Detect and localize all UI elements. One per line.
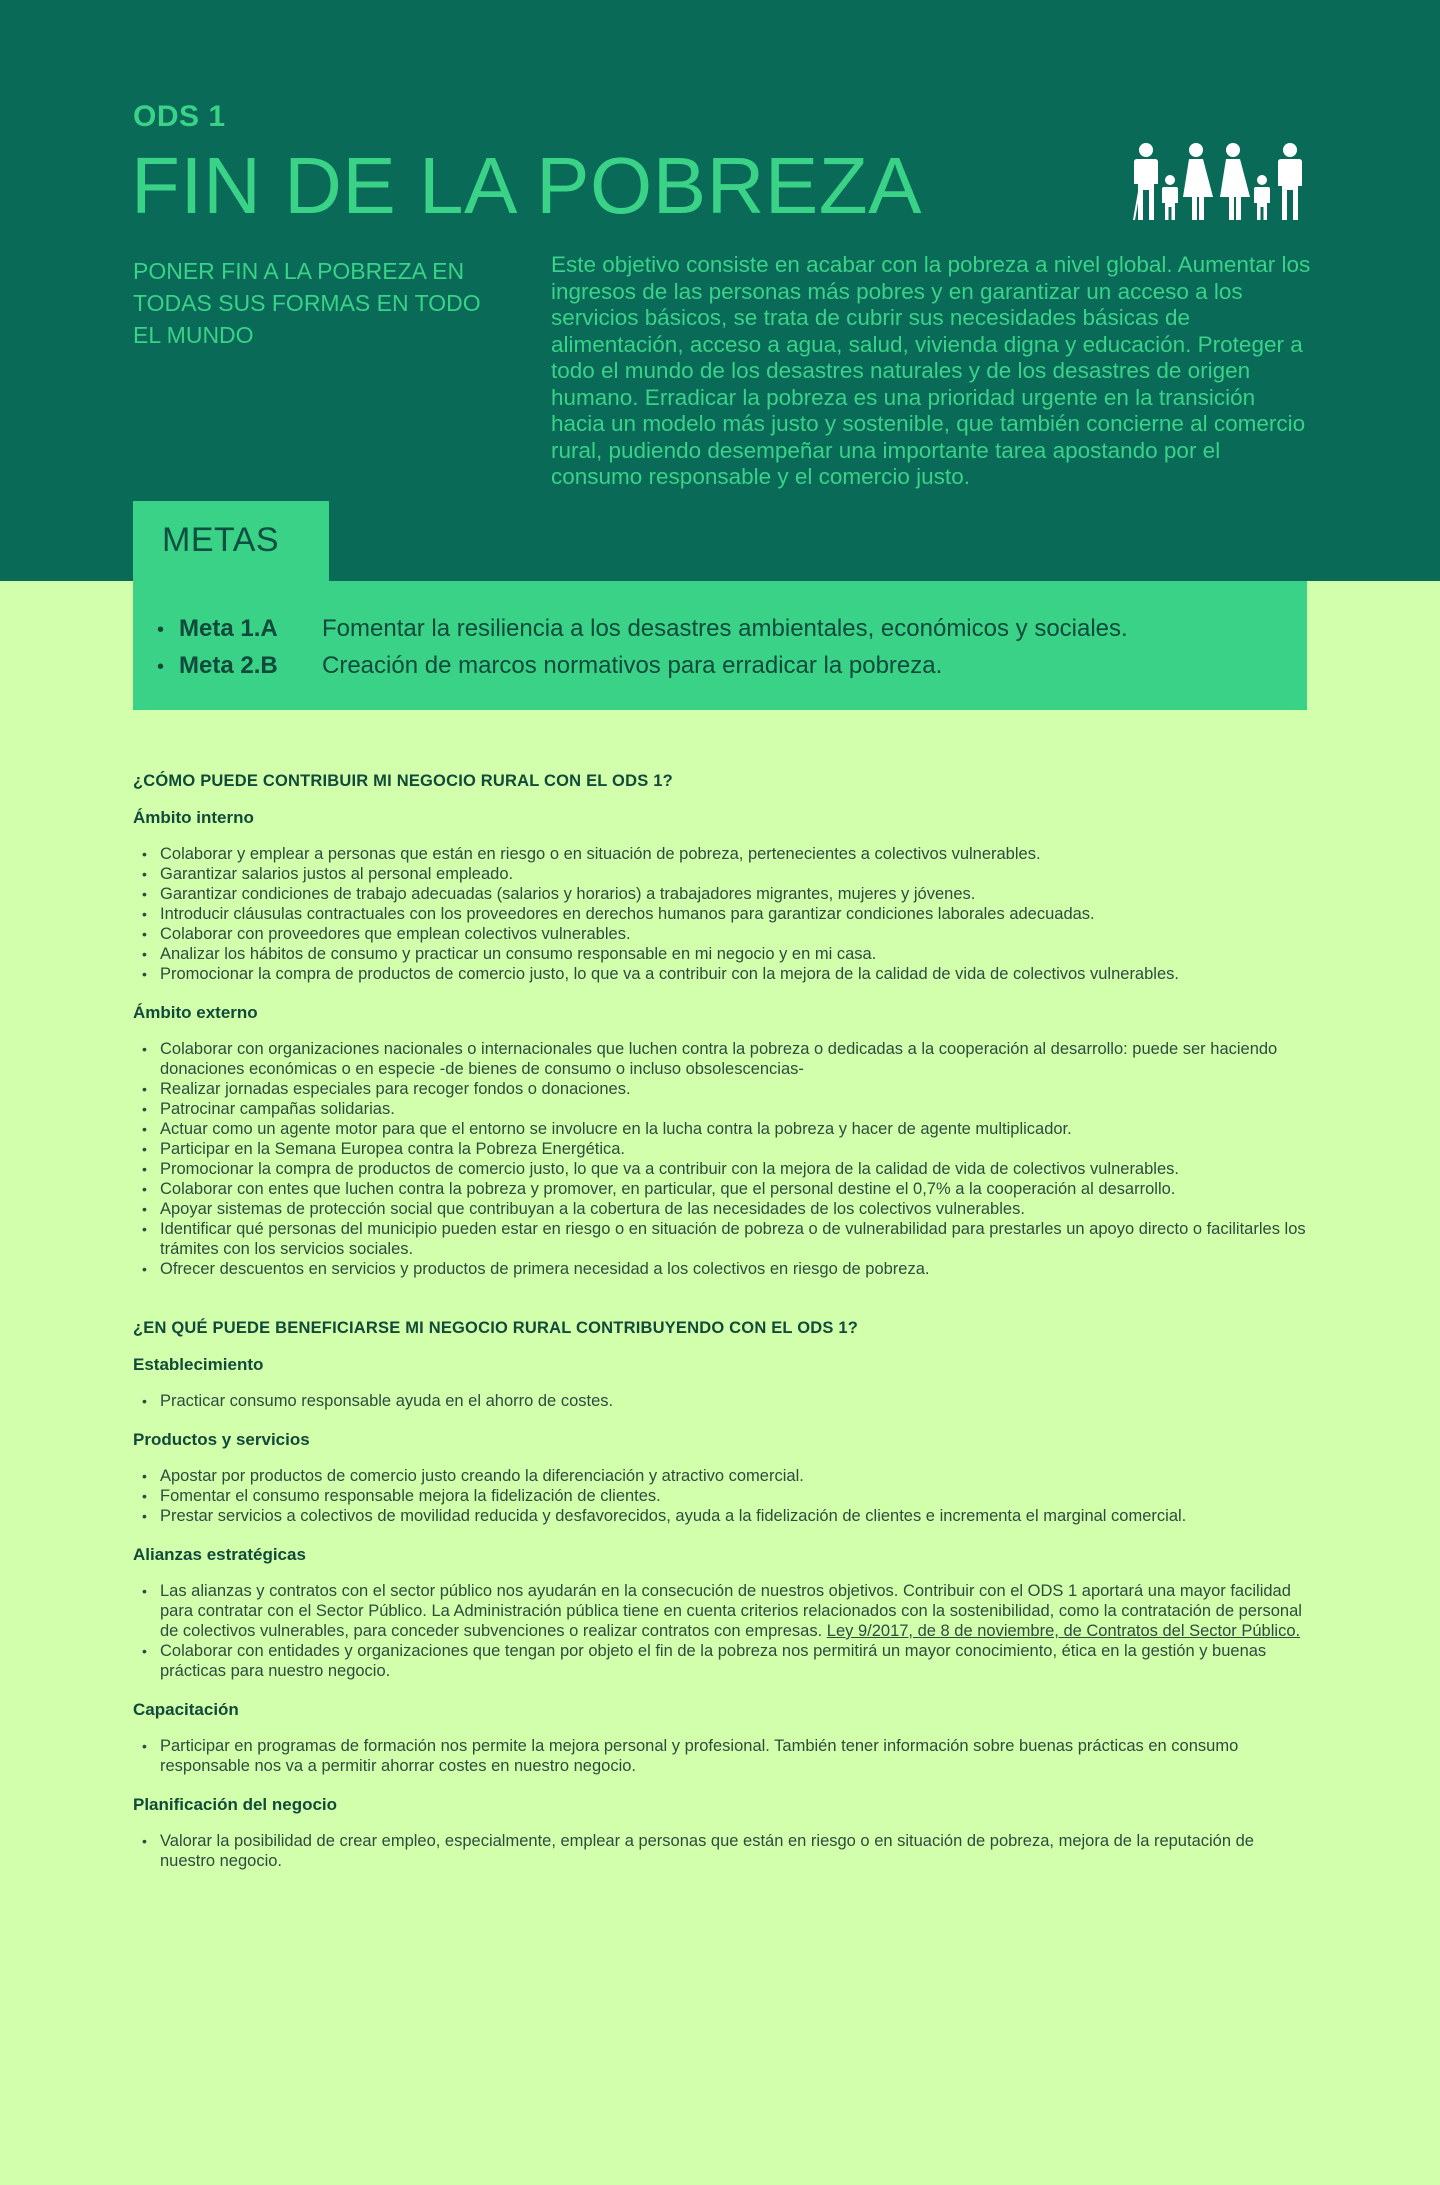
products-title: Productos y servicios: [133, 1430, 310, 1449]
establishment-list: [133, 1391, 1313, 1411]
list-item: • Identificar qué personas del municipio pueden estar en riesgo o en situación de pobreza o de vulnerabilidad para prestarles un apoyo directo o facilitarles los trámites con los servicios sociales.: [133, 1219, 1313, 1259]
external-scope-list: [133, 1039, 1313, 1279]
list-item: • Garantizar condiciones de trabajo adecuadas (salarios y horarios) a trabajadores migrantes, mujeres y jóvenes.: [133, 884, 1313, 904]
list-item: • Introducir cláusulas contractuales con los proveedores en derechos humanos para garantizar condiciones laborales adecuadas.: [133, 904, 1313, 924]
list-item: • Colaborar con entes que luchen contra la pobreza y promover, en particular, que el personal destine el 0,7% a la cooperación al desarrollo.: [133, 1179, 1313, 1199]
list-item: • Apoyar sistemas de protección social que contribuyan a la cobertura de las necesidades de los colectivos vulnerables.: [133, 1199, 1313, 1219]
training-list: [133, 1736, 1313, 1776]
list-item: • Prestar servicios a colectivos de movilidad reducida y desfavorecidos, ayuda a la fidelización de clientes e incrementa el marginal comercial.: [133, 1506, 1313, 1526]
list-item: • Realizar jornadas especiales para recoger fondos o donaciones.: [133, 1079, 1313, 1099]
list-item: • Fomentar el consumo responsable mejora la fidelización de clientes.: [133, 1486, 1313, 1506]
alliances-text: Las alianzas y contratos con el sector público nos ayudarán en la consecución de nuestros objetivos. Contribuir con el ODS 1 aportará una mayor facilidad para contratar con el Sector Público. La Administración pública tiene en cuenta criterios relacionados con la sostenibilidad, como la contratación de personal de colectivos vulnerables, para conceder subvenciones o realizar contratos con empresas.: [160, 1582, 1302, 1640]
planning-title: Planificación del negocio: [133, 1795, 338, 1814]
list-item: • Colaborar con proveedores que emplean colectivos vulnerables.: [133, 924, 1313, 944]
list-item: • Apostar por productos de comercio justo creando la diferenciación y atractivo comercial.: [133, 1466, 1313, 1486]
list-item: • Participar en la Semana Europea contra la Pobreza Energética.: [133, 1139, 1313, 1159]
internal-scope-list: [133, 844, 1313, 984]
list-item: • Analizar los hábitos de consumo y practicar un consumo responsable en mi negocio y en mi casa.: [133, 944, 1313, 964]
meta-text: Fomentar la resiliencia a los desastres ambientales, económicos y sociales.: [322, 615, 1128, 642]
contribute-heading: ¿CÓMO PUEDE CONTRIBUIR MI NEGOCIO RURAL CON EL ODS 1?: [133, 772, 673, 790]
list-item: • Colaborar y emplear a personas que están en riesgo o en situación de pobreza, pertenecientes a colectivos vulnerables.: [133, 844, 1313, 864]
bullet: •: [157, 619, 165, 641]
metas-list: [133, 581, 1307, 710]
list-item: [133, 1581, 1313, 1641]
ods-label: ODS 1: [133, 100, 226, 133]
list-item: • Colaborar con organizaciones nacionales o internacionales que luchen contra la pobreza o dedicadas a la cooperación al desarrollo: puede ser haciendo donaciones económicas o en especie -de bienes de consumo o incluso obsolescencias-: [133, 1039, 1313, 1079]
meta-code: Meta 1.A: [179, 615, 278, 642]
meta-text: Creación de marcos normativos para erradicar la pobreza.: [322, 652, 943, 679]
alliances-title: Alianzas estratégicas: [133, 1545, 306, 1564]
family-icon: [1126, 142, 1308, 222]
list-item: • Promocionar la compra de productos de comercio justo, lo que va a contribuir con la mejora de la calidad de vida de colectivos vulnerables.: [133, 1159, 1313, 1179]
training-title: Capacitación: [133, 1700, 239, 1719]
hero-banner: [0, 0, 1440, 581]
planning-list: [133, 1831, 1313, 1871]
establishment-title: Establecimiento: [133, 1355, 264, 1374]
list-item: • Practicar consumo responsable ayuda en el ahorro de costes.: [133, 1391, 1313, 1411]
external-scope-title: Ámbito externo: [133, 1003, 258, 1022]
meta-item: [157, 652, 1307, 689]
meta-code: Meta 2.B: [179, 652, 278, 679]
alliances-list: [133, 1581, 1313, 1681]
page-title: FIN DE LA POBREZA: [131, 141, 922, 230]
products-list: [133, 1466, 1313, 1526]
benefit-heading: ¿EN QUÉ PUEDE BENEFICIARSE MI NEGOCIO RURAL CONTRIBUYENDO CON EL ODS 1?: [133, 1319, 858, 1337]
list-item: • Participar en programas de formación nos permite la mejora personal y profesional. También tener información sobre buenas prácticas en consumo responsable nos va a permitir ahorrar costes en nuestro negocio.: [133, 1736, 1313, 1776]
list-item: • Garantizar salarios justos al personal empleado.: [133, 864, 1313, 884]
list-item: • Patrocinar campañas solidarias.: [133, 1099, 1313, 1119]
list-item: • Valorar la posibilidad de crear empleo, especialmente, emplear a personas que están en riesgo o en situación de pobreza, mejora de la reputación de nuestro negocio.: [133, 1831, 1313, 1871]
list-item: • Colaborar con entidades y organizaciones que tengan por objeto el fin de la pobreza nos permitirá un mayor conocimiento, ética en la gestión y buenas prácticas para nuestro negocio.: [133, 1641, 1313, 1681]
list-item: • Ofrecer descuentos en servicios y productos de primera necesidad a los colectivos en riesgo de pobreza.: [133, 1259, 1313, 1279]
bullet: •: [157, 656, 165, 678]
main-content: [133, 772, 1313, 1890]
hero-subtitle: PONER FIN A LA POBREZA EN TODAS SUS FORMAS EN TODO EL MUNDO: [133, 258, 481, 348]
list-item: • Actuar como un agente motor para que el entorno se involucre en la lucha contra la pobreza y hacer de agente multiplicador.: [133, 1119, 1313, 1139]
metas-tab: METAS: [133, 501, 329, 583]
meta-item: [157, 615, 1307, 652]
law-link[interactable]: Ley 9/2017, de 8 de noviembre, de Contratos del Sector Público.: [826, 1622, 1301, 1640]
list-item: • Promocionar la compra de productos de comercio justo, lo que va a contribuir con la mejora de la calidad de vida de colectivos vulnerables.: [133, 964, 1313, 984]
hero-description: Este objetivo consiste en acabar con la pobreza a nivel global. Aumentar los ingresos de las personas más pobres y en garantizar un acceso a los servicios básicos, se trata de cubrir sus necesidades básicas de alimentación, acceso a agua, salud, vivienda digna y educación. Proteger a todo el mundo de los desastres naturales y de los desastres de origen humano. Erradicar la pobreza es una prioridad urgente en la transición hacia un modelo más justo y sostenible, que también concierne al comercio rural, pudiendo desempeñar una importante tarea apostando por el consumo responsable y el comercio justo.: [551, 252, 1311, 489]
internal-scope-title: Ámbito interno: [133, 808, 254, 827]
